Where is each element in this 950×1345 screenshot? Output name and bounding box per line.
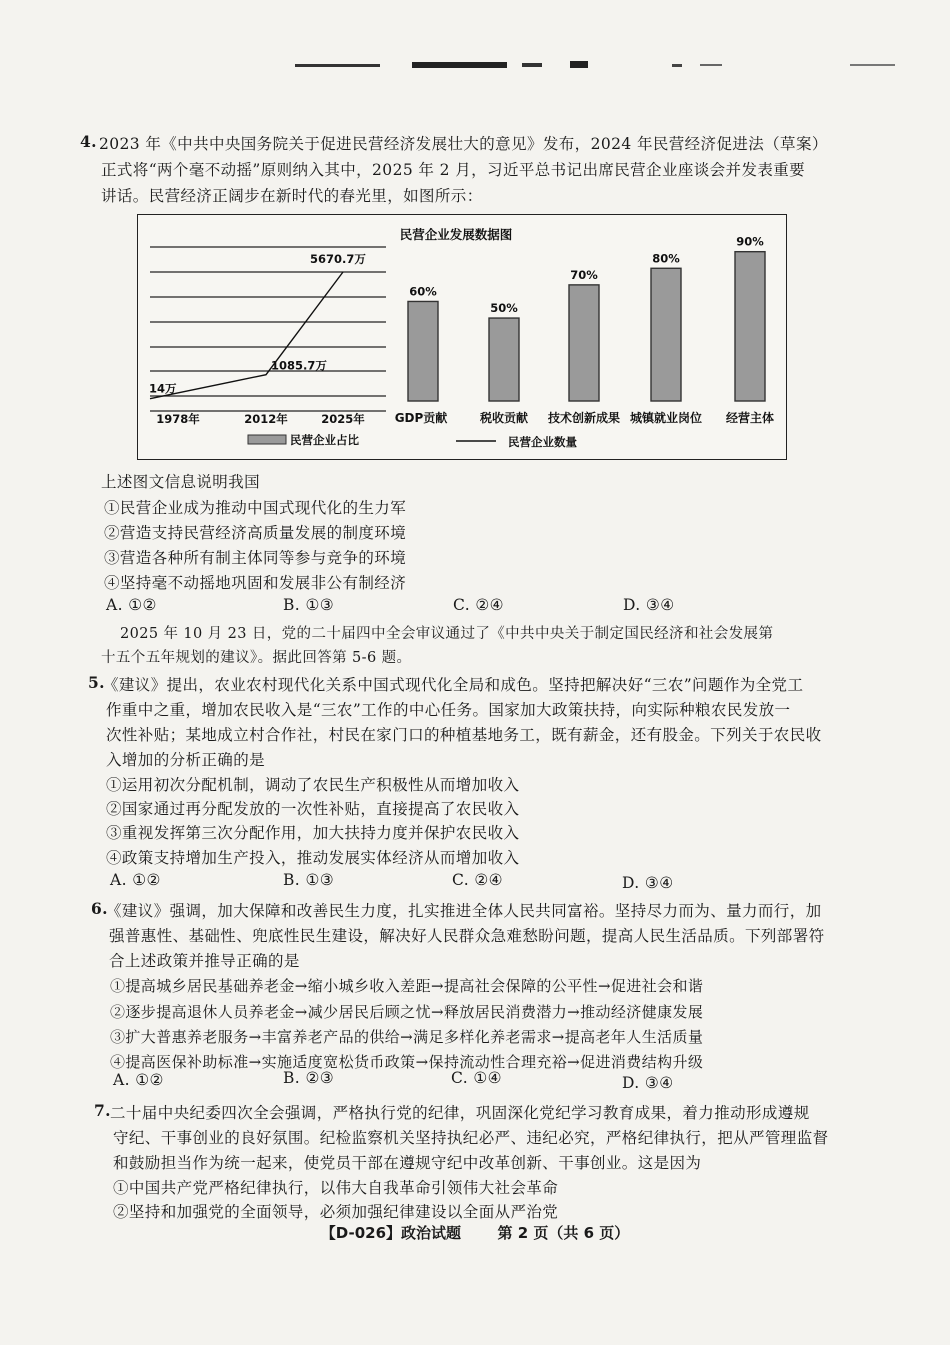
bar-value-label: 90%: [736, 234, 764, 249]
q6-statement-4: ④提高医保补助标准→实施适度宽松货币政策→保持流动性合理充裕→促进消费结构升级: [110, 1053, 704, 1071]
q6-option-a[interactable]: A. ①②: [113, 1071, 164, 1089]
bar-category-label: 技术创新成果: [547, 411, 621, 425]
bar-1: [408, 301, 438, 401]
q5-stem-line-3: 次性补贴；某地成立村合作社，村民在家门口的种植基地务工，既有薪金，还有股金。下列关于农民收: [106, 726, 822, 744]
q4-option-c[interactable]: C. ②④: [453, 596, 504, 614]
intro-5-6-line-1: 2025 年 10 月 23 日，党的二十届四中全会审议通过了《中共中央关于制定国民经济和社会发展第: [120, 626, 774, 642]
line-point-label: 1085.7万: [271, 358, 327, 373]
line-x-tick-label: 2025年: [321, 412, 365, 426]
q6-stem-line-1: 《建议》强调，加大保障和改善民生力度，扎实推进全体人民共同富裕。坚持尽力而为、量力而行，加: [106, 902, 822, 920]
q5-statement-1: ①运用初次分配机制，调动了农民生产积极性从而增加收入: [106, 776, 520, 794]
bar-value-label: 50%: [490, 301, 518, 316]
bar-value-label: 60%: [409, 284, 437, 299]
q5-statement-2: ②国家通过再分配发放的一次性补贴，直接提高了农民收入: [106, 800, 520, 818]
bar-5: [735, 252, 765, 401]
bar-category-label: 税收贡献: [479, 411, 529, 425]
q4-statement-4: ④坚持毫不动摇地巩固和发展非公有制经济: [104, 574, 407, 592]
q4-option-b[interactable]: B. ①③: [283, 596, 335, 614]
q6-statement-3: ③扩大普惠养老服务→丰富养老产品的供给→满足多样化养老需求→提高老年人生活质量: [110, 1028, 704, 1046]
q4-prompt: 上述图文信息说明我国: [101, 473, 261, 491]
q5-option-c[interactable]: C. ②④: [452, 871, 503, 889]
q6-number: 6.: [91, 899, 108, 918]
q6-option-d[interactable]: D. ③④: [622, 1074, 674, 1092]
q4-stem-line-2: 正式将“两个毫不动摇”原则纳入其中，2025 年 2 月，习近平总书记出席民营企业座谈会并发表重要: [101, 161, 806, 179]
q5-stem-line-4: 入增加的分析正确的是: [106, 751, 266, 769]
q6-option-b[interactable]: B. ②③: [283, 1069, 335, 1087]
q5-option-d[interactable]: D. ③④: [622, 874, 674, 892]
q4-stem-line-1: 2023 年《中共中央国务院关于促进民营经济发展壮大的意见》发布，2024 年民营经济促进法（草案）: [99, 135, 828, 153]
q7-statement-1: ①中国共产党严格纪律执行，以伟大自我革命引领伟大社会革命: [113, 1179, 559, 1197]
private-enterprise-chart: [137, 214, 787, 460]
q5-statement-3: ③重视发挥第三次分配作用，加大扶持力度并保护农民收入: [106, 824, 520, 842]
page-footer: [0, 1222, 950, 1243]
q5-option-a[interactable]: A. ①②: [110, 871, 161, 889]
line-x-tick-label: 2012年: [244, 412, 288, 426]
q5-number: 5.: [88, 673, 105, 692]
q4-number: 4.: [80, 132, 97, 151]
legend-bar-swatch: [248, 435, 286, 444]
q6-statement-2: ②逐步提高退休人员养老金→减少居民后顾之忧→释放居民消费潜力→推动经济健康发展: [110, 1003, 704, 1021]
scan-edge-artifacts: [0, 58, 950, 72]
bar-category-label: 经营主体: [725, 411, 775, 425]
q5-stem-line-1: 《建议》提出，农业农村现代化关系中国式现代化全局和成色。坚持把解决好“三农”问题作为全党工: [103, 676, 804, 694]
q6-stem-line-2: 强普惠性、基础性、兜底性民生建设，解决好人民群众急难愁盼问题，提高人民生活品质。下列部署符: [109, 927, 825, 945]
bar-4: [651, 268, 681, 401]
bar-value-label: 70%: [570, 267, 598, 282]
q4-statement-2: ②营造支持民营经济高质量发展的制度环境: [104, 524, 407, 542]
q5-option-b[interactable]: B. ①③: [283, 871, 335, 889]
q4-statement-1: ①民营企业成为推动中国式现代化的生力军: [104, 499, 407, 517]
q7-stem-line-3: 和鼓励担当作为统一起来，使党员干部在遵规守纪中改革创新、干事创业。这是因为: [113, 1154, 702, 1172]
chart-canvas: [138, 215, 786, 459]
q6-statement-1: ①提高城乡居民基础养老金→缩小城乡收入差距→提高社会保障的公平性→促进社会和谐: [110, 977, 704, 995]
page-number: 第 2 页（共 6 页）: [497, 1224, 630, 1242]
exam-code: 【D-026】政治试题: [320, 1224, 462, 1242]
q7-statement-2: ②坚持和加强党的全面领导，必须加强纪律建设以全面从严治党: [113, 1203, 559, 1221]
q6-stem-line-3: 合上述政策并推导正确的是: [109, 952, 300, 970]
bar-category-label: GDP贡献: [394, 411, 448, 425]
q6-option-c[interactable]: C. ①④: [451, 1069, 502, 1087]
legend-bar-label: 民营企业占比: [290, 433, 359, 447]
q4-stem-line-3: 讲话。民营经济正阔步在新时代的春光里，如图所示：: [101, 187, 483, 205]
bar-2: [489, 318, 519, 401]
q5-stem-line-2: 作重中之重，增加农民收入是“三农”工作的中心任务。国家加大政策扶持，向实际种粮农民发放一: [106, 701, 791, 719]
line-series-enterprise-count: [150, 272, 343, 399]
q4-option-d[interactable]: D. ③④: [623, 596, 675, 614]
q4-statement-3: ③营造各种所有制主体同等参与竞争的环境: [104, 549, 407, 567]
line-x-tick-label: 1978年: [156, 412, 200, 426]
q4-option-a[interactable]: A. ①②: [106, 596, 157, 614]
legend-line-label: 民营企业数量: [508, 435, 577, 449]
q7-number: 7.: [94, 1101, 111, 1120]
line-point-label: 5670.7万: [310, 252, 366, 266]
q7-stem-line-2: 守纪、干事创业的良好氛围。纪检监察机关坚持执纪必严、违纪必究，严格纪律执行，把从严管理监督: [113, 1129, 829, 1147]
bar-3: [569, 285, 599, 401]
bar-category-label: 城镇就业岗位: [629, 411, 703, 425]
line-point-label: 14万: [149, 381, 177, 396]
bar-value-label: 80%: [652, 251, 680, 266]
q5-statement-4: ④政策支持增加生产投入，推动发展实体经济从而增加收入: [106, 849, 520, 867]
chart-title: 民营企业发展数据图: [399, 227, 513, 242]
intro-5-6-line-2: 十五个五年规划的建议》。据此回答第 5-6 题。: [101, 650, 412, 666]
q7-stem-line-1: 二十届中央纪委四次全会强调，严格执行党的纪律，巩固深化党纪学习教育成果，着力推动形成遵规: [110, 1104, 810, 1122]
